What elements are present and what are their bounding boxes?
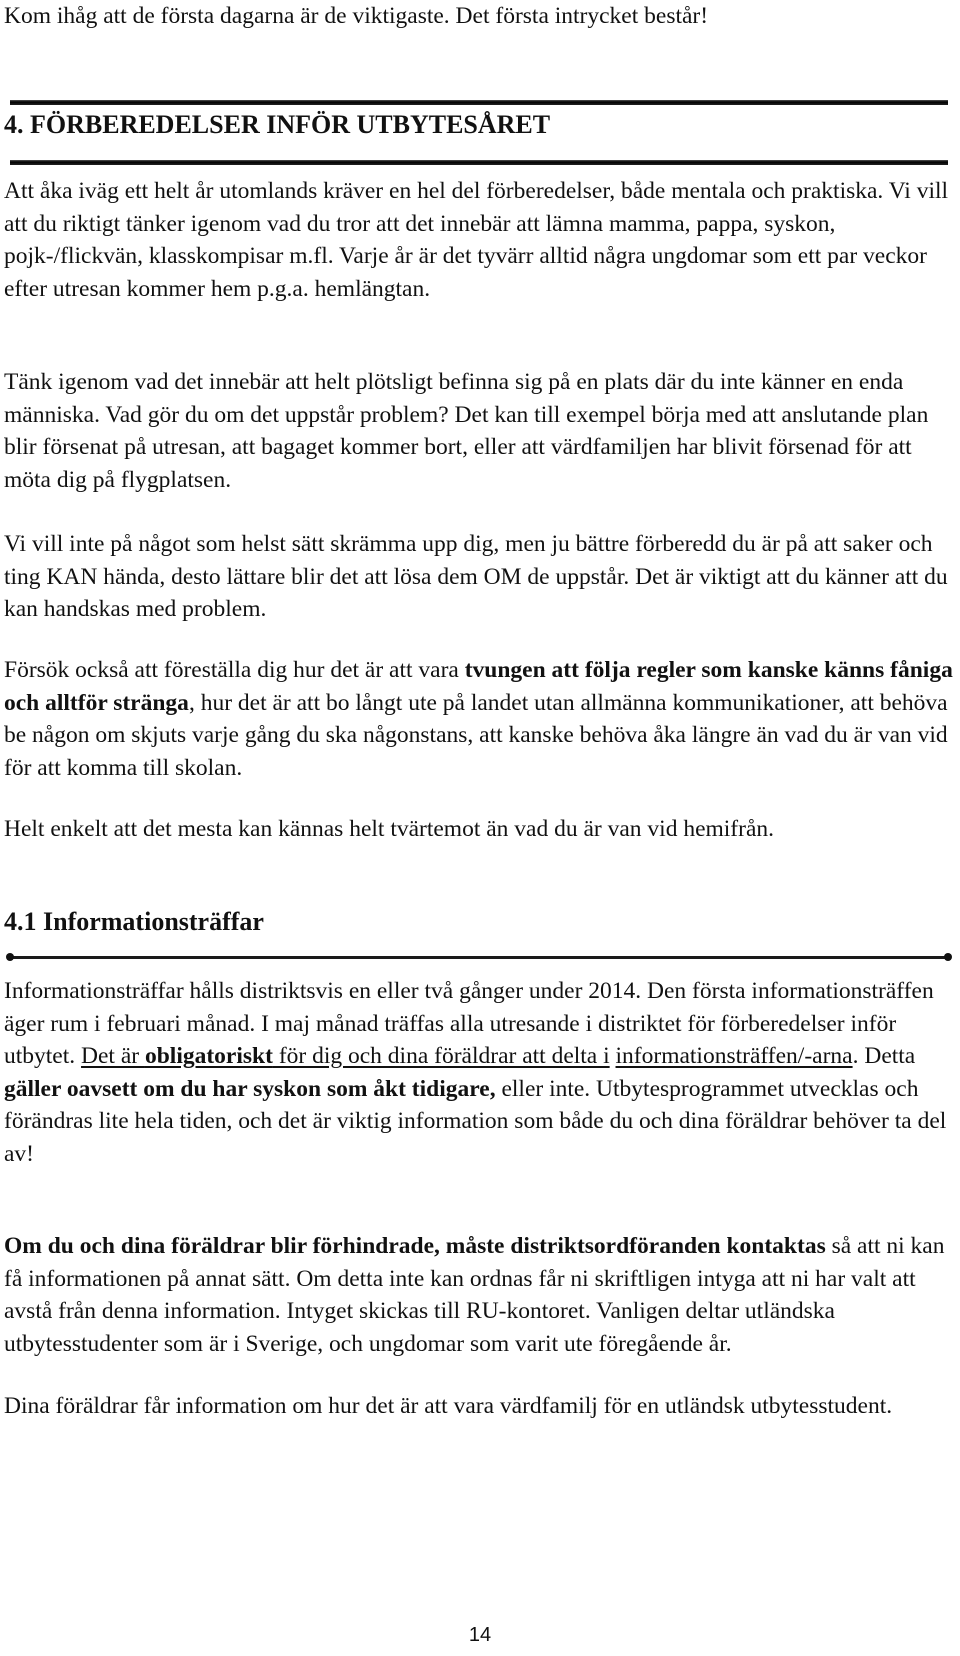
page-number: 14	[468, 1624, 492, 1646]
rule-end-dot-right	[944, 953, 952, 961]
mandatory-underline: Det är obligatoriskt för dig och dina föräldrar att delta i	[81, 1043, 610, 1070]
heading-rule-bottom	[10, 160, 948, 165]
section-4-paragraph-1: Att åka iväg ett helt år utomlands kräver en hel del förberedelser, både mentala och praktiska. Vi vill att du riktigt tänker igenom vad du tror att det innebär att lämna mamma, pappa, syskon, pojk-/flickvän, klasskompisar m.fl. Varje år är det tyvärr alltid några ungdomar som ett par veckor efter utresan kommer hem p.g.a. hemlängtan.	[4, 178, 949, 302]
section-4-heading: 4. FÖRBEREDELSER INFÖR UTBYTESÅRET	[4, 110, 551, 139]
heading-rule-top	[10, 100, 948, 105]
section-4-paragraph-5: Helt enkelt att det mesta kan kännas helt tvärtemot än vad du är van vid hemifrån.	[4, 816, 775, 842]
contact-emphasis: Om du och dina föräldrar blir förhindrade, måste distriktsordföranden kontaktas	[4, 1233, 826, 1259]
section-4-paragraph-2: Tänk igenom vad det innebär att helt plötsligt befinna sig på en plats där du inte känner en enda människa. Vad gör du om det uppstår problem? Det kan till exempel börja med att anslutande plan blir försenat på utresan, att bagaget kommer bort, eller att värdfamiljen har blivit försenad för att möta dig på flygplatsen.	[4, 369, 929, 493]
section-4-1-paragraph-3: Dina föräldrar får information om hur det är att vara värdfamilj för en utländsk utbytesstudent.	[4, 1393, 893, 1419]
section-4-paragraph-4: Försök också att föreställa dig hur det är att vara tvungen att följa regler som kanske känns fåniga och alltför stränga, hur det är att bo långt ute på landet utan allmänna kommunikationer, att behöva be någon om skjuts varje gång du ska någonstans, att kanske behöva åka längre än vad du är van vid för att komma till skolan.	[4, 657, 953, 781]
siblings-emphasis: gäller oavsett om du har syskon som åkt tidigare,	[4, 1075, 496, 1102]
info-meetings-underline: informationsträffen/-arna	[615, 1043, 853, 1070]
rules-emphasis: tvungen att följa regler som kanske känns fåniga och alltför stränga	[4, 657, 953, 716]
section-4-paragraph-3: Vi vill inte på något som helst sätt skrämma upp dig, men ju bättre förberedd du är på att saker och ting KAN hända, desto lättare blir det att lösa dem OM de uppstår. Det är viktigt att du känner att du kan handskas med problem.	[4, 531, 948, 623]
section-4-1-paragraph-1: Informationsträffar hålls distriktsvis en eller två gånger under 2014. Den första informationsträffen äger rum i februari månad. I maj månad träffas alla utresande i distriktet för förberedelser inför utbytet. Det är obligatoriskt för dig och dina föräldrar att delta i informationsträffen/-arna. Detta gäller oavsett om du har syskon som åkt tidigare, eller inte. Utbytesprogrammet utvecklas och förändras lite hela tiden, och det är viktig information som både du och dina föräldrar behöver ta del av!	[4, 978, 947, 1167]
intro-line: Kom ihåg att de första dagarna är de viktigaste. Det första intrycket består!	[4, 3, 709, 29]
rule-end-dot-left	[6, 953, 14, 961]
subheading-rule	[10, 956, 948, 959]
section-4-1-heading: 4.1 Informationsträffar	[4, 907, 264, 936]
section-4-1-paragraph-2: Om du och dina föräldrar blir förhindrade, måste distriktsordföranden kontaktas så att ni kan få informationen på annat sätt. Om detta inte kan ordnas får ni skriftligen intyga att ni har valt att avstå från denna information. Intyget skickas till RU-kontoret. Vanligen deltar utländska utbytesstudenter som är i Sverige, och ungdomar som varit ute föregående år.	[4, 1233, 945, 1357]
